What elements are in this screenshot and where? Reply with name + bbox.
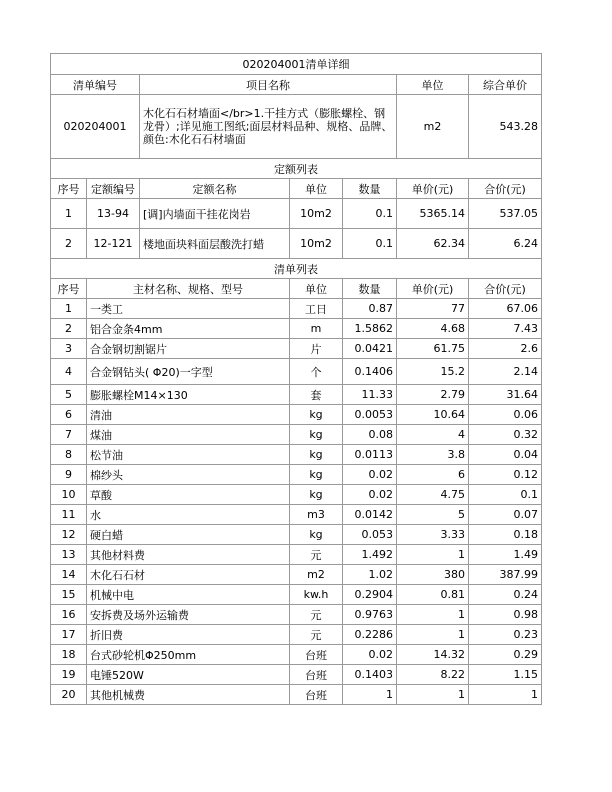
quota-qty: 0.1 — [343, 199, 397, 229]
quota-total: 537.05 — [469, 199, 542, 229]
material-header-row — [51, 279, 542, 299]
material-row — [51, 545, 542, 565]
material-total: 1.49 — [469, 545, 542, 565]
material-unit: kg — [290, 425, 343, 445]
material-qty: 0.02 — [343, 485, 397, 505]
material-total: 0.12 — [469, 465, 542, 485]
material-section-title: 清单列表 — [51, 259, 542, 279]
material-qty: 0.0142 — [343, 505, 397, 525]
bill-row — [51, 95, 542, 159]
material-unit: kg — [290, 445, 343, 465]
material-qty: 0.02 — [343, 465, 397, 485]
material-price: 380 — [397, 565, 469, 585]
quota-seq-header: 序号 — [51, 179, 87, 199]
material-price: 1 — [397, 625, 469, 645]
material-total: 387.99 — [469, 565, 542, 585]
material-name: 合金钢切割锯片 — [87, 339, 290, 359]
material-row — [51, 645, 542, 665]
material-total: 0.1 — [469, 485, 542, 505]
material-seq: 2 — [51, 319, 87, 339]
material-name: 安拆费及场外运输费 — [87, 605, 290, 625]
material-total-header: 合价(元) — [469, 279, 542, 299]
material-name: 膨胀螺栓M14×130 — [87, 385, 290, 405]
material-name: 木化石石材 — [87, 565, 290, 585]
material-unit: 套 — [290, 385, 343, 405]
material-name: 铝合金条4mm — [87, 319, 290, 339]
material-seq: 8 — [51, 445, 87, 465]
quota-price: 5365.14 — [397, 199, 469, 229]
material-seq: 18 — [51, 645, 87, 665]
material-name: 水 — [87, 505, 290, 525]
material-total: 67.06 — [469, 299, 542, 319]
material-total: 2.6 — [469, 339, 542, 359]
material-qty: 0.9763 — [343, 605, 397, 625]
material-qty: 1.02 — [343, 565, 397, 585]
quota-code: 13-94 — [87, 199, 140, 229]
material-row — [51, 565, 542, 585]
material-seq: 3 — [51, 339, 87, 359]
material-row — [51, 405, 542, 425]
material-seq-header: 序号 — [51, 279, 87, 299]
material-total: 1.15 — [469, 665, 542, 685]
material-total: 0.06 — [469, 405, 542, 425]
material-seq: 19 — [51, 665, 87, 685]
material-name: 棉纱头 — [87, 465, 290, 485]
bill-price-header: 综合单价 — [469, 75, 542, 95]
material-qty: 0.1403 — [343, 665, 397, 685]
quota-price-header: 单价(元) — [397, 179, 469, 199]
material-qty: 0.02 — [343, 645, 397, 665]
quota-unit: 10m2 — [290, 199, 343, 229]
quota-section-row — [51, 159, 542, 179]
material-price: 14.32 — [397, 645, 469, 665]
material-seq: 15 — [51, 585, 87, 605]
material-price: 6 — [397, 465, 469, 485]
quota-code: 12-121 — [87, 229, 140, 259]
material-total: 2.14 — [469, 359, 542, 385]
material-unit: kg — [290, 485, 343, 505]
material-row — [51, 665, 542, 685]
material-row — [51, 385, 542, 405]
bill-name: 木化石石材墙面</br>1.干挂方式（膨胀螺栓、钢龙骨）;详见施工图纸;面层材料品种、规格、品牌、颜色:木化石石材墙面 — [140, 95, 397, 159]
material-price: 3.8 — [397, 445, 469, 465]
material-name-header: 主材名称、规格、型号 — [87, 279, 290, 299]
material-total: 0.07 — [469, 505, 542, 525]
quota-name: 楼地面块料面层酸洗打蜡 — [140, 229, 290, 259]
bill-code: 020204001 — [51, 95, 140, 159]
material-unit: m — [290, 319, 343, 339]
material-qty: 1 — [343, 685, 397, 705]
quota-price: 62.34 — [397, 229, 469, 259]
material-seq: 10 — [51, 485, 87, 505]
bill-unit-header: 单位 — [397, 75, 469, 95]
material-seq: 17 — [51, 625, 87, 645]
material-price-header: 单价(元) — [397, 279, 469, 299]
material-seq: 9 — [51, 465, 87, 485]
material-row — [51, 605, 542, 625]
material-price: 61.75 — [397, 339, 469, 359]
material-unit: 工日 — [290, 299, 343, 319]
quota-unit: 10m2 — [290, 229, 343, 259]
quota-header-row — [51, 179, 542, 199]
material-name: 其他材料费 — [87, 545, 290, 565]
material-unit: 元 — [290, 605, 343, 625]
material-price: 15.2 — [397, 359, 469, 385]
material-total: 1 — [469, 685, 542, 705]
material-row — [51, 359, 542, 385]
material-unit: 元 — [290, 625, 343, 645]
material-name: 草酸 — [87, 485, 290, 505]
quota-section-title: 定额列表 — [51, 159, 542, 179]
material-name: 其他机械费 — [87, 685, 290, 705]
bill-header-row — [51, 75, 542, 95]
material-name: 硬白蜡 — [87, 525, 290, 545]
table-title: 020204001清单详细 — [51, 54, 542, 75]
material-price: 4 — [397, 425, 469, 445]
material-row — [51, 585, 542, 605]
quota-total-header: 合价(元) — [469, 179, 542, 199]
quota-code-header: 定额编号 — [87, 179, 140, 199]
material-seq: 11 — [51, 505, 87, 525]
material-seq: 14 — [51, 565, 87, 585]
material-qty: 0.053 — [343, 525, 397, 545]
material-qty: 0.1406 — [343, 359, 397, 385]
material-qty: 0.87 — [343, 299, 397, 319]
material-price: 1 — [397, 545, 469, 565]
material-name: 台式砂轮机Φ250mm — [87, 645, 290, 665]
material-price: 1 — [397, 685, 469, 705]
material-unit: 片 — [290, 339, 343, 359]
material-price: 5 — [397, 505, 469, 525]
material-row — [51, 525, 542, 545]
material-total: 0.24 — [469, 585, 542, 605]
title-row — [51, 54, 542, 75]
material-row — [51, 685, 542, 705]
material-row — [51, 465, 542, 485]
material-price: 10.64 — [397, 405, 469, 425]
quota-name: [调]内墙面干挂花岗岩 — [140, 199, 290, 229]
material-unit: 台班 — [290, 645, 343, 665]
material-price: 4.75 — [397, 485, 469, 505]
material-total: 0.23 — [469, 625, 542, 645]
material-unit: kw.h — [290, 585, 343, 605]
material-total: 31.64 — [469, 385, 542, 405]
material-qty: 1.492 — [343, 545, 397, 565]
material-unit: kg — [290, 405, 343, 425]
material-total: 0.18 — [469, 525, 542, 545]
material-row — [51, 445, 542, 465]
quota-name-header: 定额名称 — [140, 179, 290, 199]
material-qty: 0.2904 — [343, 585, 397, 605]
material-unit: 元 — [290, 545, 343, 565]
material-total: 0.29 — [469, 645, 542, 665]
material-name: 电锤520W — [87, 665, 290, 685]
material-unit: 个 — [290, 359, 343, 385]
material-qty: 0.0113 — [343, 445, 397, 465]
material-seq: 16 — [51, 605, 87, 625]
material-seq: 6 — [51, 405, 87, 425]
quota-row — [51, 229, 542, 259]
material-unit: 台班 — [290, 685, 343, 705]
material-row — [51, 485, 542, 505]
quota-qty: 0.1 — [343, 229, 397, 259]
bill-unit: m2 — [397, 95, 469, 159]
material-name: 一类工 — [87, 299, 290, 319]
material-total: 0.04 — [469, 445, 542, 465]
material-row — [51, 319, 542, 339]
material-price: 0.81 — [397, 585, 469, 605]
material-qty: 11.33 — [343, 385, 397, 405]
material-unit: m2 — [290, 565, 343, 585]
material-name: 松节油 — [87, 445, 290, 465]
material-name: 折旧费 — [87, 625, 290, 645]
material-seq: 1 — [51, 299, 87, 319]
material-qty: 0.2286 — [343, 625, 397, 645]
material-unit: 台班 — [290, 665, 343, 685]
material-price: 4.68 — [397, 319, 469, 339]
quota-qty-header: 数量 — [343, 179, 397, 199]
material-seq: 12 — [51, 525, 87, 545]
material-seq: 5 — [51, 385, 87, 405]
material-row — [51, 625, 542, 645]
material-qty: 1.5862 — [343, 319, 397, 339]
bill-name-header: 项目名称 — [140, 75, 397, 95]
material-name: 煤油 — [87, 425, 290, 445]
material-seq: 13 — [51, 545, 87, 565]
material-unit: m3 — [290, 505, 343, 525]
material-name: 清油 — [87, 405, 290, 425]
material-seq: 20 — [51, 685, 87, 705]
bill-detail-table — [50, 53, 542, 705]
material-name: 机械中电 — [87, 585, 290, 605]
material-name: 合金钢钻头( Φ20)一字型 — [87, 359, 290, 385]
material-qty-header: 数量 — [343, 279, 397, 299]
material-unit: kg — [290, 465, 343, 485]
material-qty: 0.0053 — [343, 405, 397, 425]
material-total: 0.32 — [469, 425, 542, 445]
material-row — [51, 299, 542, 319]
material-total: 7.43 — [469, 319, 542, 339]
material-row — [51, 339, 542, 359]
bill-code-header: 清单编号 — [51, 75, 140, 95]
quota-unit-header: 单位 — [290, 179, 343, 199]
bill-price: 543.28 — [469, 95, 542, 159]
quota-total: 6.24 — [469, 229, 542, 259]
material-section-row — [51, 259, 542, 279]
material-seq: 4 — [51, 359, 87, 385]
material-seq: 7 — [51, 425, 87, 445]
material-total: 0.98 — [469, 605, 542, 625]
quota-seq: 1 — [51, 199, 87, 229]
quota-seq: 2 — [51, 229, 87, 259]
material-price: 2.79 — [397, 385, 469, 405]
quota-row — [51, 199, 542, 229]
material-price: 77 — [397, 299, 469, 319]
material-unit-header: 单位 — [290, 279, 343, 299]
material-unit: kg — [290, 525, 343, 545]
material-row — [51, 505, 542, 525]
material-price: 3.33 — [397, 525, 469, 545]
material-price: 8.22 — [397, 665, 469, 685]
material-price: 1 — [397, 605, 469, 625]
material-row — [51, 425, 542, 445]
material-qty: 0.08 — [343, 425, 397, 445]
material-qty: 0.0421 — [343, 339, 397, 359]
